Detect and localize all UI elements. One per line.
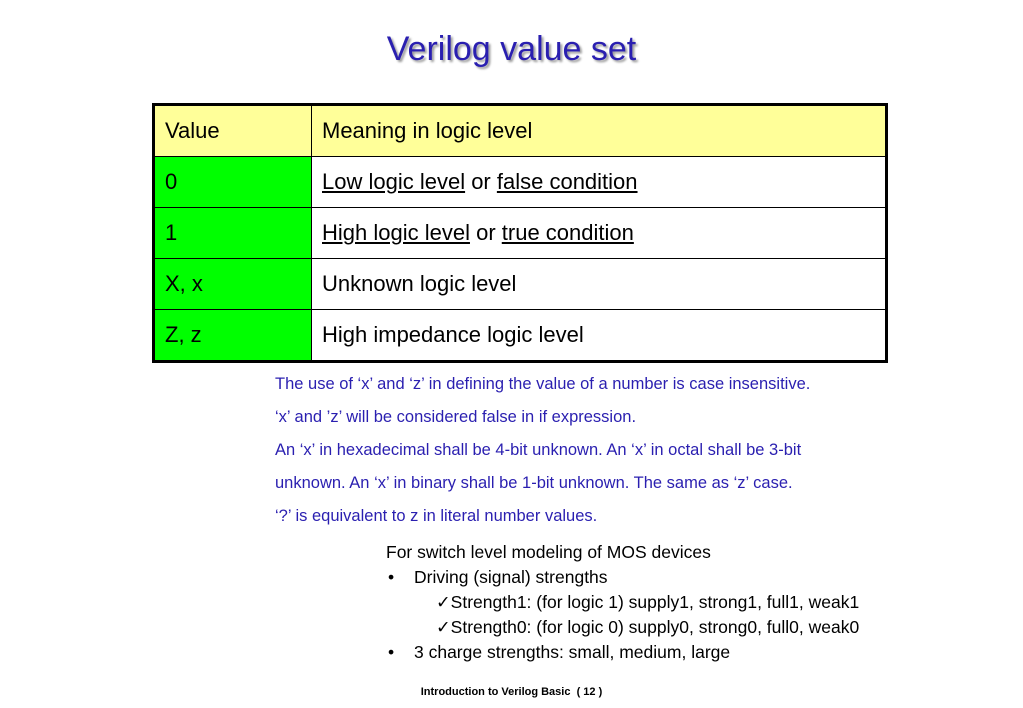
- meaning-joiner: or: [465, 169, 497, 194]
- notes-block: [275, 368, 810, 533]
- sub-item: [386, 590, 859, 615]
- meaning-joiner: or: [469, 220, 502, 245]
- table-row: [154, 157, 887, 208]
- slide-title: Verilog value set: [386, 30, 637, 68]
- switch-heading: For switch level modeling of MOS devices: [386, 542, 711, 562]
- sub-text: Strength1: (for logic 1) supply1, strong1, full1, weak1: [450, 592, 860, 612]
- note-line: ‘?’ is equivalent to z in literal number values.: [275, 507, 598, 525]
- value-cell: Z, z: [154, 310, 312, 362]
- bullet-item: [386, 640, 859, 665]
- note-line: The use of ‘x’ and ‘z’ in defining the value of a number is case insensitive.: [275, 375, 811, 393]
- value-cell: X, x: [154, 259, 312, 310]
- bullet-text: 3 charge strengths: small, medium, large: [414, 642, 731, 662]
- switch-level-block: [386, 540, 859, 665]
- table-row: [154, 259, 887, 310]
- value-cell: 1: [154, 208, 312, 259]
- bullet-icon: •: [388, 567, 395, 587]
- value-cell: 0: [154, 157, 312, 208]
- table-row: [154, 310, 887, 362]
- meaning-cell: Unknown logic level: [312, 259, 887, 310]
- value-set-table: [152, 103, 888, 363]
- meaning-link[interactable]: true condition: [501, 220, 634, 245]
- meaning-link[interactable]: High logic level: [322, 220, 470, 245]
- table-header-row: [154, 105, 887, 157]
- table-row: [154, 208, 887, 259]
- header-meaning: Meaning in logic level: [312, 105, 887, 157]
- meaning-link[interactable]: false condition: [496, 169, 638, 194]
- meaning-cell: High impedance logic level: [312, 310, 887, 362]
- check-icon: ✓: [436, 592, 451, 612]
- bullet-item: [386, 565, 859, 590]
- note-line: ‘x’ and ’z’ will be considered false in if expression.: [275, 408, 637, 426]
- note-line: unknown. An ‘x’ in binary shall be 1-bit unknown. The same as ‘z’ case.: [275, 474, 793, 492]
- bullet-text: Driving (signal) strengths: [414, 567, 608, 587]
- sub-item: [386, 615, 859, 640]
- meaning-link[interactable]: Low logic level: [322, 169, 466, 194]
- check-icon: ✓: [436, 617, 451, 637]
- meaning-cell: [312, 157, 887, 208]
- bullet-icon: •: [388, 642, 395, 662]
- meaning-cell: [312, 208, 887, 259]
- note-line: An ‘x’ in hexadecimal shall be 4-bit unknown. An ‘x’ in octal shall be 3-bit: [275, 441, 802, 459]
- sub-text: Strength0: (for logic 0) supply0, strong0, full0, weak0: [450, 617, 860, 637]
- header-value: Value: [154, 105, 312, 157]
- slide-footer: Introduction to Verilog Basic ( 12 ): [420, 686, 603, 698]
